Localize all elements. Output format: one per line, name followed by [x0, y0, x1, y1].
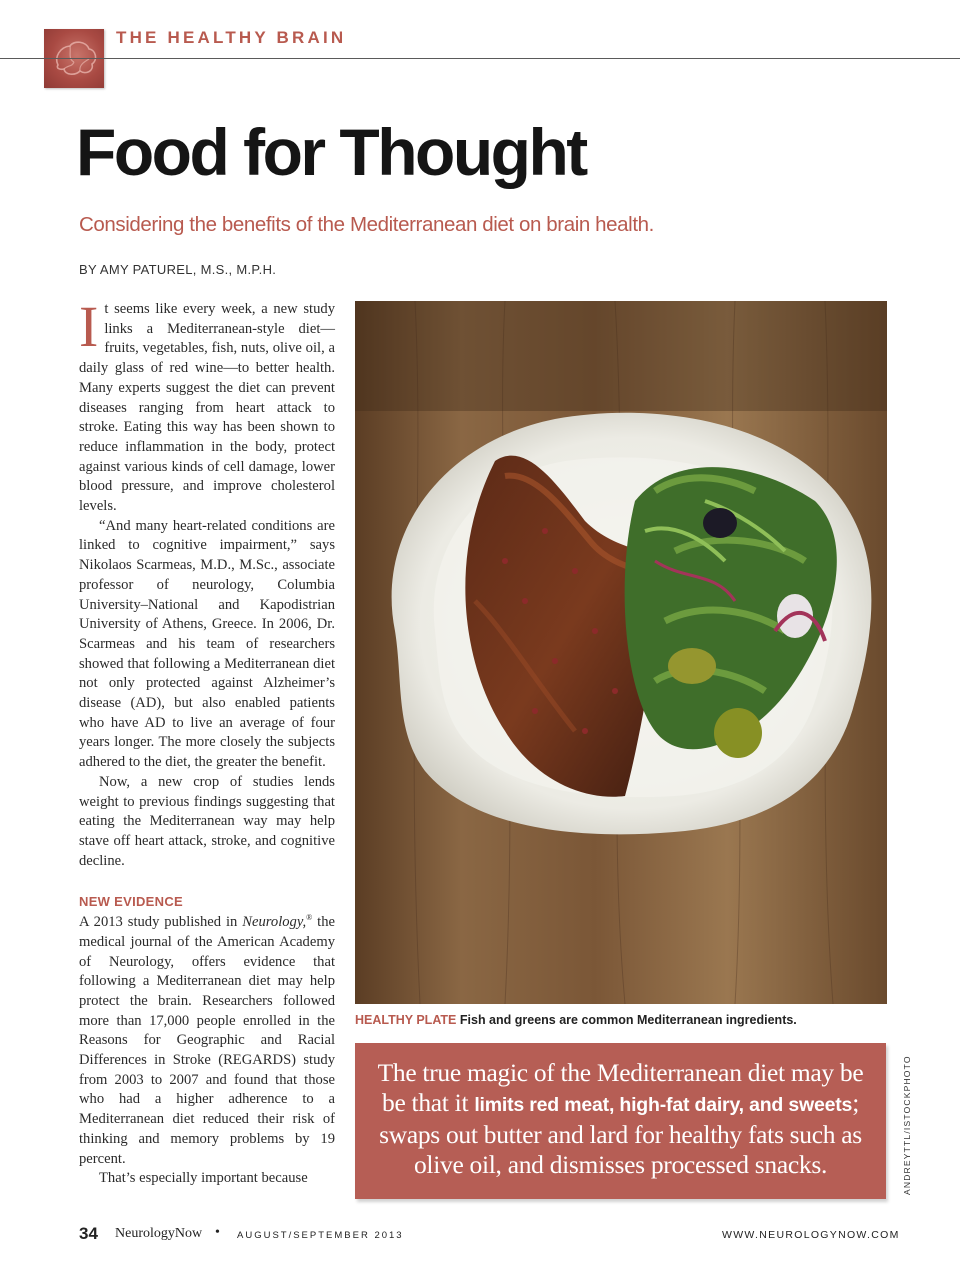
paragraph: That’s especially important because: [99, 1170, 308, 1187]
pull-quote-emphasis: limits red meat, high-fat dairy, and sweets: [474, 1093, 853, 1116]
paragraph-text: t seems like every week, a new study links a Mediterranean-style diet—fruits, vegetables, fish, nuts, olive oil, a daily glass of red wine—to better health. Many experts suggest the diet can prevent diseases ranging from heart attack to stroke. Eating this way has been shown to reduce inflammation in the body, protect against various kinds of cell damage, lower blood pressure, and improve cholesterol levels.: [79, 301, 335, 515]
paragraph: [79, 294, 335, 517]
caption-text: Fish and greens are common Mediterranean ingredients.: [459, 1013, 797, 1027]
section-label: THE HEALTHY BRAIN: [116, 28, 347, 47]
magazine-name: NeurologyNow: [115, 1226, 203, 1241]
pull-quote-after: ; swaps out butter and lard for healthy fats such as olive oil, and dismisses processed snacks.: [379, 1087, 862, 1179]
photo-caption: [355, 1013, 797, 1027]
body-column: [79, 294, 335, 1189]
issue-date: AUGUST/SEPTEMBER 2013: [237, 1230, 404, 1241]
paragraph: “And many heart-related conditions are linked to cognitive impairment,” says Nikolaos Scarmeas, M.D., M.Sc., associate professor of neurology, Columbia University–National and Kapodistrian University of Athens, Greece. In 2006, Dr. Scarmeas and his team of researchers showed that following a Mediterranean diet not only protected against Alzheimer’s disease (AD), but also enabled patients who have AD to live an average of four years longer. The more closely the subjects adhered to the diet, the greater the benefit.: [79, 517, 335, 771]
paragraph: Now, a new crop of studies lends weight to previous findings suggesting that eating the Mediterranean way may help stave off heart attack, stroke, and cognitive decline.: [79, 773, 335, 869]
pull-quote-text: [367, 1058, 874, 1179]
registered-mark: ®: [306, 913, 313, 923]
page-title: Food for Thought: [76, 115, 586, 189]
section-heading: NEW EVIDENCE: [79, 894, 184, 910]
website-url: WWW.NEUROLOGYNOW.COM: [722, 1229, 900, 1241]
byline: BY AMY PATUREL, M.S., M.P.H.: [79, 262, 277, 277]
paragraph: [79, 913, 335, 1169]
drop-cap: I: [79, 294, 99, 359]
footer-bullet: •: [215, 1225, 220, 1240]
page-number: 34: [79, 1224, 98, 1243]
caption-label: HEALTHY PLATE: [355, 1013, 457, 1027]
header-rule: [0, 58, 960, 59]
pull-quote: [355, 1043, 886, 1199]
paragraph-text: the medical journal of the American Academy of Neurology, offers evidence that following a Mediterranean diet may help protect the brain. Researchers followed more than 17,000 people enrolled in the Reasons for Geographic and Racial Differences in Stroke (REGARDS) study from 2003 to 2007 and found that those who had a higher adherence to a Mediterranean diet reduced their risk of thinking and memory problems by 19 percent.: [79, 914, 335, 1167]
page-subtitle: Considering the benefits of the Mediterranean diet on brain health.: [79, 213, 654, 236]
paragraph-text: A 2013 study published in: [79, 914, 243, 931]
pull-quote-before: The true magic of the Mediterranean diet may be be that it: [377, 1058, 864, 1117]
fish-and-greens-plate-image: [355, 301, 887, 1004]
photo-credit: ANDREYTTL/ISTOCKPHOTO: [902, 1055, 912, 1195]
journal-name: Neurology,: [242, 914, 307, 931]
